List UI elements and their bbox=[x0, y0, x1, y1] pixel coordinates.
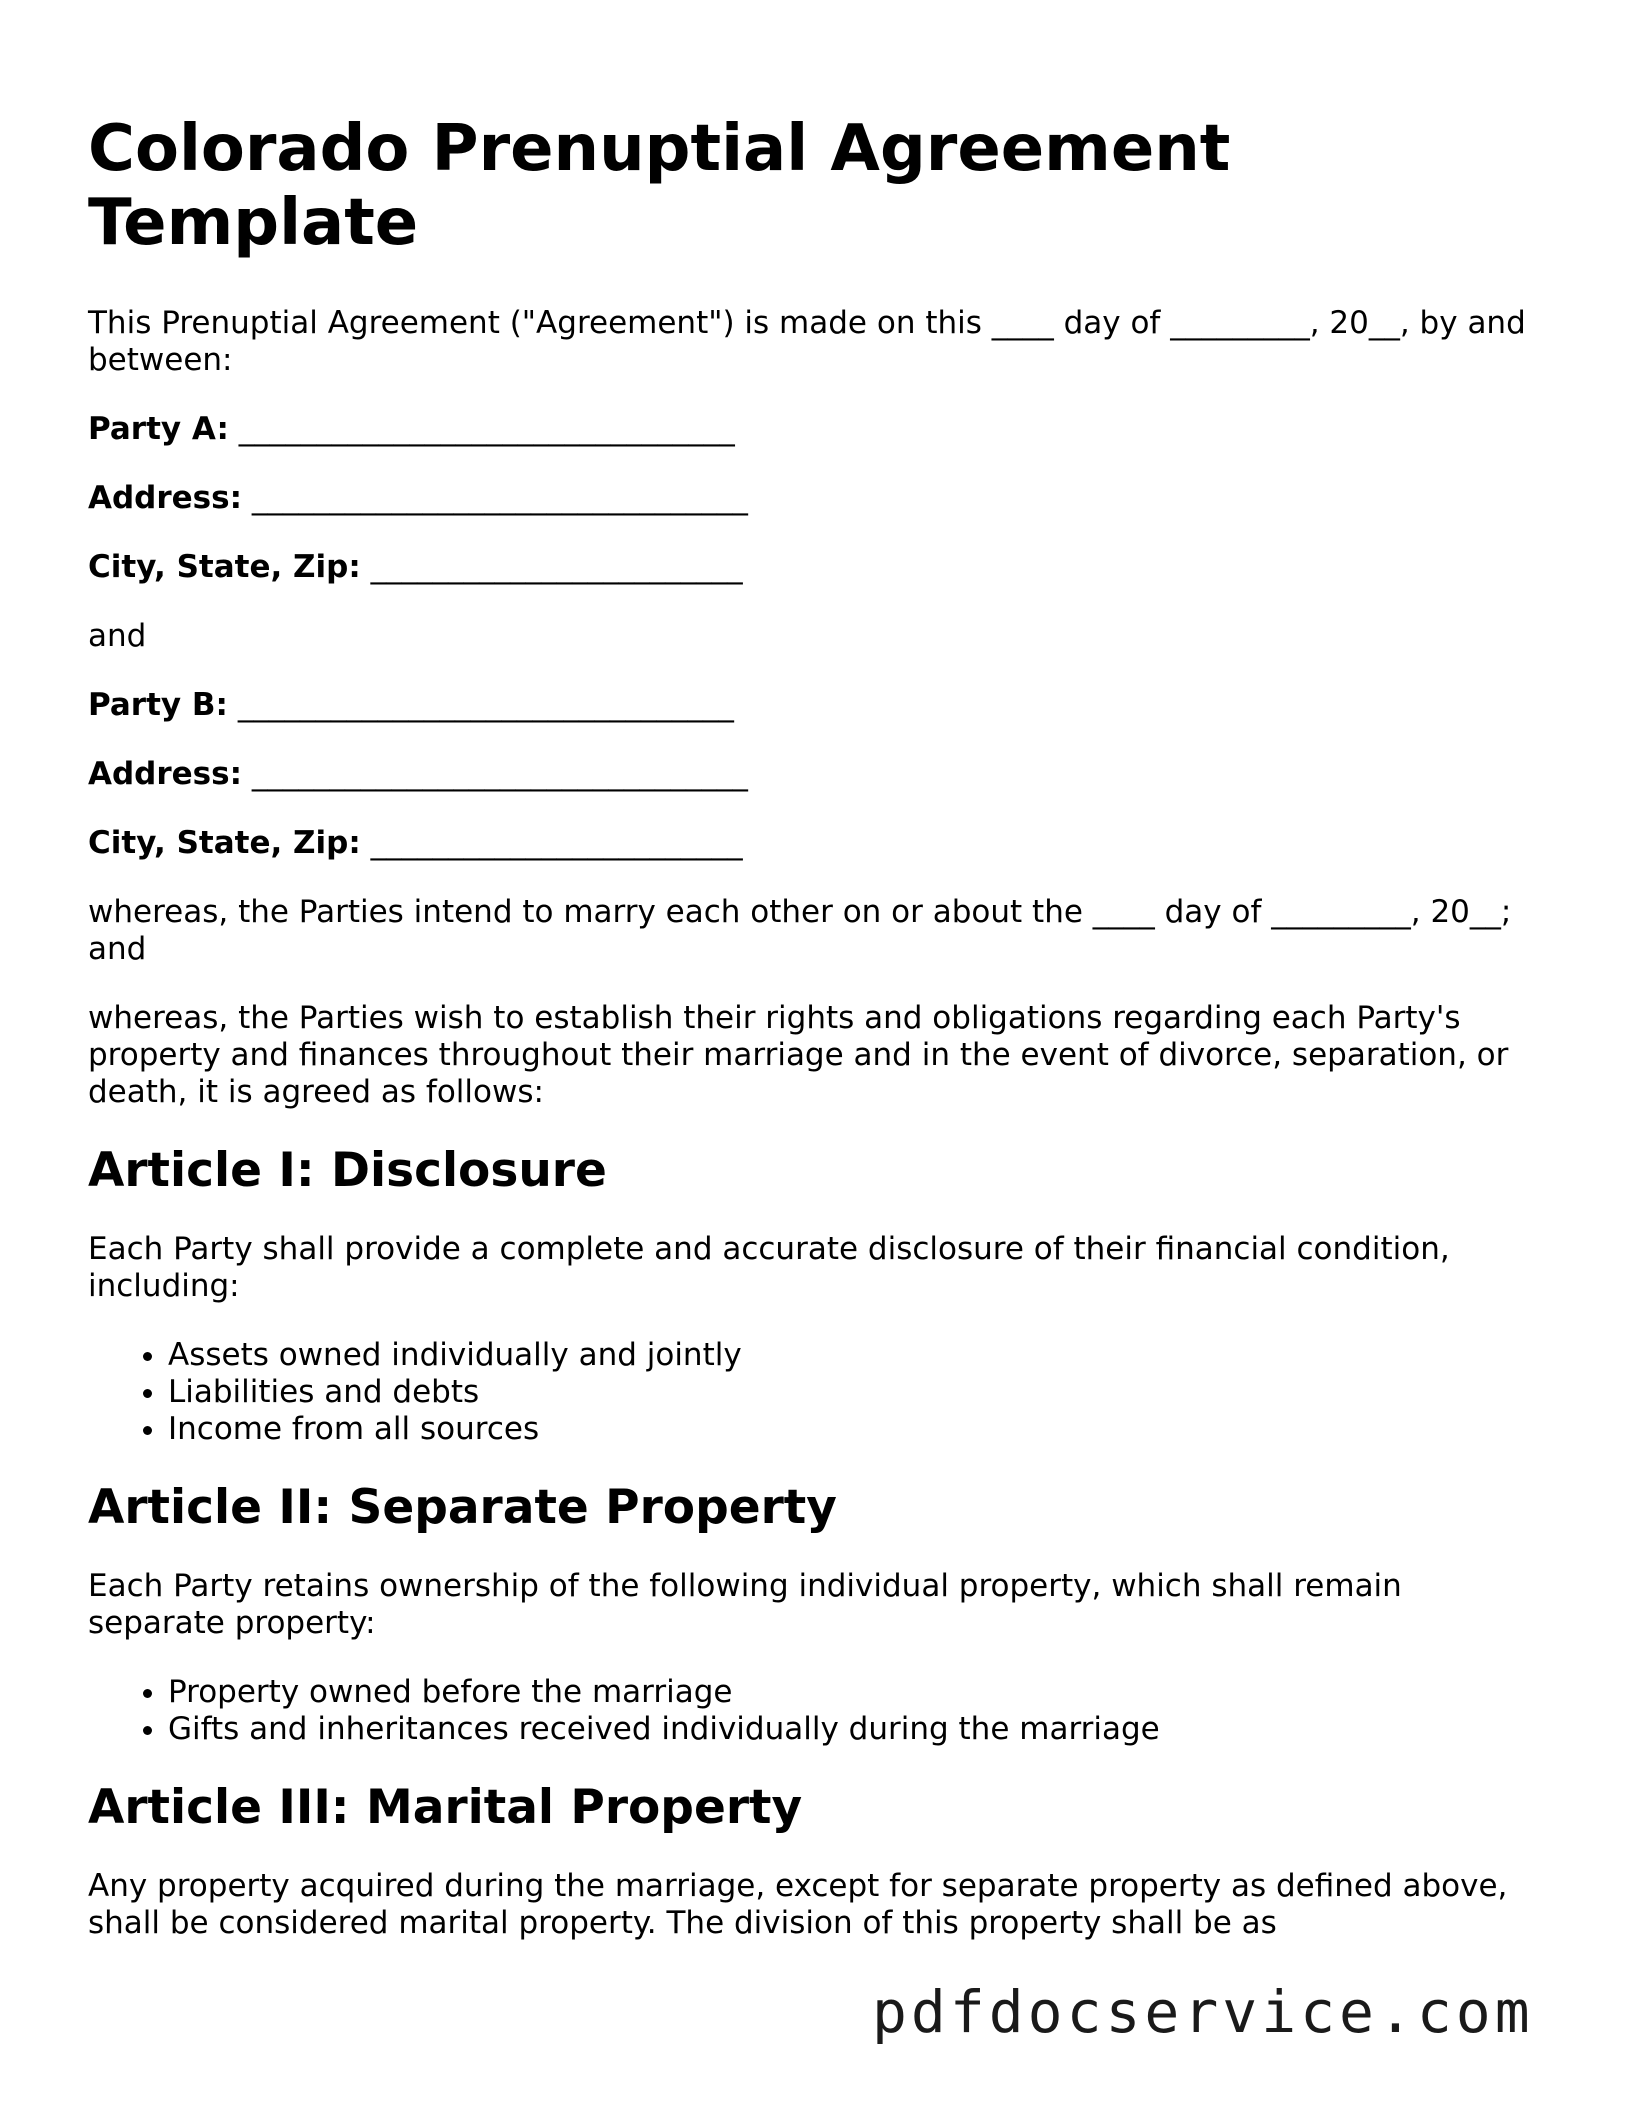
party-a-address-blank: ________________________________ bbox=[251, 480, 748, 516]
whereas-rights-paragraph: whereas, the Parties wish to establish their rights and obligations regarding each Party's property and finances throughout their marriage and in the event of divorce, separation, or death, it is agreed as follows: bbox=[88, 1000, 1509, 1110]
list-item: • Gifts and inheritances received individually during the marriage bbox=[168, 1711, 1528, 1748]
party-b-city-blank: ________________________ bbox=[370, 825, 743, 861]
watermark-logo: pdfdocservice.com bbox=[872, 1978, 1534, 2046]
article-1-body: Each Party shall provide a complete and accurate disclosure of their financial condition, including: bbox=[88, 1231, 1450, 1304]
article-1-list bbox=[88, 1337, 1528, 1448]
and-text: and bbox=[88, 618, 147, 654]
party-b-city-label: City, State, Zip: bbox=[88, 825, 361, 861]
party-b-name-label: Party B: bbox=[88, 687, 228, 723]
party-b-address-blank: ________________________________ bbox=[251, 756, 748, 792]
party-a-city-label: City, State, Zip: bbox=[88, 549, 361, 585]
party-a-city-field bbox=[88, 549, 1528, 586]
party-a-address-label: Address: bbox=[88, 480, 242, 516]
party-b-name-field bbox=[88, 687, 1528, 724]
party-a-name-field bbox=[88, 411, 1528, 448]
intro-paragraph: This Prenuptial Agreement ("Agreement") is made on this ____ day of _________, 20__, by and between: bbox=[88, 305, 1526, 378]
article-2-body: Each Party retains ownership of the following individual property, which shall remain separate property: bbox=[88, 1568, 1402, 1641]
document-title: Colorado Prenuptial Agreement Template bbox=[88, 112, 1231, 260]
article-2-list bbox=[88, 1674, 1528, 1748]
party-b-address-label: Address: bbox=[88, 756, 242, 792]
list-item: • Property owned before the marriage bbox=[168, 1674, 1528, 1711]
article-3-heading: Article III: Marital Property bbox=[88, 1780, 803, 1835]
list-item: • Income from all sources bbox=[168, 1411, 1528, 1448]
party-a-name-label: Party A: bbox=[88, 411, 229, 447]
party-b-name-blank: ________________________________ bbox=[237, 687, 734, 723]
list-item: • Assets owned individually and jointly bbox=[168, 1337, 1528, 1374]
article-2-heading: Article II: Separate Property bbox=[88, 1480, 837, 1535]
whereas-marriage-paragraph: whereas, the Parties intend to marry each other on or about the ____ day of _________, 20__; and bbox=[88, 894, 1512, 967]
party-a-name-blank: ________________________________ bbox=[238, 411, 735, 447]
article-1-heading: Article I: Disclosure bbox=[88, 1143, 607, 1198]
party-b-city-field bbox=[88, 825, 1528, 862]
document-page bbox=[88, 112, 1528, 1974]
party-a-city-blank: ________________________ bbox=[370, 549, 743, 585]
article-3-body: Any property acquired during the marriage, except for separate property as defined above, shall be considered marital property. The division of this property shall be as bbox=[88, 1868, 1508, 1941]
party-b-address-field bbox=[88, 756, 1528, 793]
list-item: • Liabilities and debts bbox=[168, 1374, 1528, 1411]
party-a-address-field bbox=[88, 480, 1528, 517]
